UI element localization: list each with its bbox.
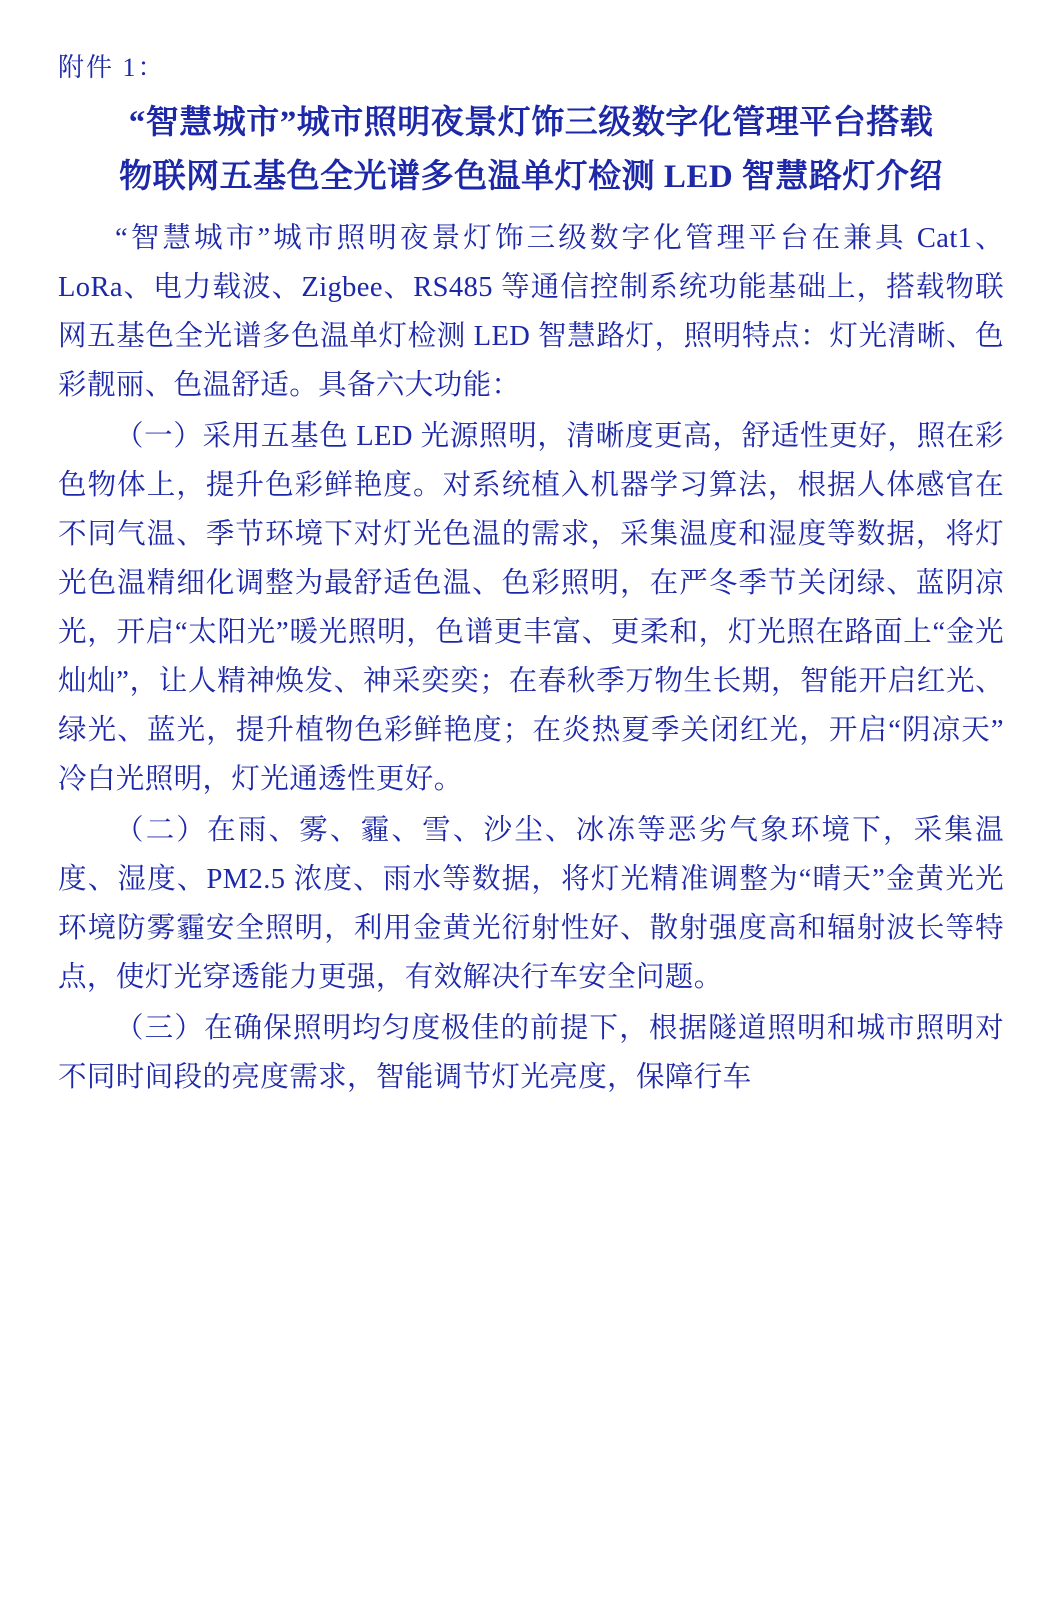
page-title-line-2: 物联网五基色全光谱多色温单灯检测 LED 智慧路灯介绍 bbox=[119, 158, 943, 195]
paragraph-feature-one: （一）采用五基色 LED 光源照明，清晰度更高，舒适性更好，照在彩色物体上，提升色彩鲜艳度。对系统植入机器学习算法，根据人体感官在不同气温、季节环境下对灯光色温的需求，采集温度和湿度等数据，将灯光色温精细化调整为最舒适色温、色彩照明，在严冬季节关闭绿、蓝阴凉光，开启“太阳光”暖光照明，色谱更丰富、更柔和，灯光照在路面上“金光灿灿”，让人精神焕发、神采奕奕；在春秋季万物生长期，智能开启红光、绿光、蓝光，提升植物色彩鲜艳度；在炎热夏季关闭红光，开启“阴凉天”冷白光照明，灯光通透性更好。 bbox=[58, 421, 1004, 796]
paragraph-feature-two: （二）在雨、雾、霾、雪、沙尘、冰冻等恶劣气象环境下，采集温度、湿度、PM2.5 浓度、雨水等数据，将灯光精准调整为“晴天”金黄光光环境防雾霾安全照明，利用金黄光衍射性好、散射强度高和辐射波长等特点，使灯光穿透能力更强，有效解决行车安全问题。 bbox=[58, 815, 1004, 994]
paragraph-feature-three: （三）在确保照明均匀度极佳的前提下，根据隧道照明和城市照明对不同时间段的亮度需求，智能调节灯光亮度，保障行车 bbox=[58, 1013, 1004, 1094]
attachment-label: 附件 1： bbox=[58, 53, 166, 82]
page-title-line-1: “智慧城市”城市照明夜景灯饰三级数字化管理平台搭载 bbox=[128, 105, 934, 142]
paragraph-intro: “智慧城市”城市照明夜景灯饰三级数字化管理平台在兼具 Cat1、LoRa、电力载波、Zigbee、RS485 等通信控制系统功能基础上，搭载物联网五基色全光谱多色温单灯检测 LED 智慧路灯，照明特点：灯光清晰、色彩靓丽、色温舒适。具备六大功能： bbox=[58, 223, 1004, 402]
page-title bbox=[58, 97, 1004, 204]
